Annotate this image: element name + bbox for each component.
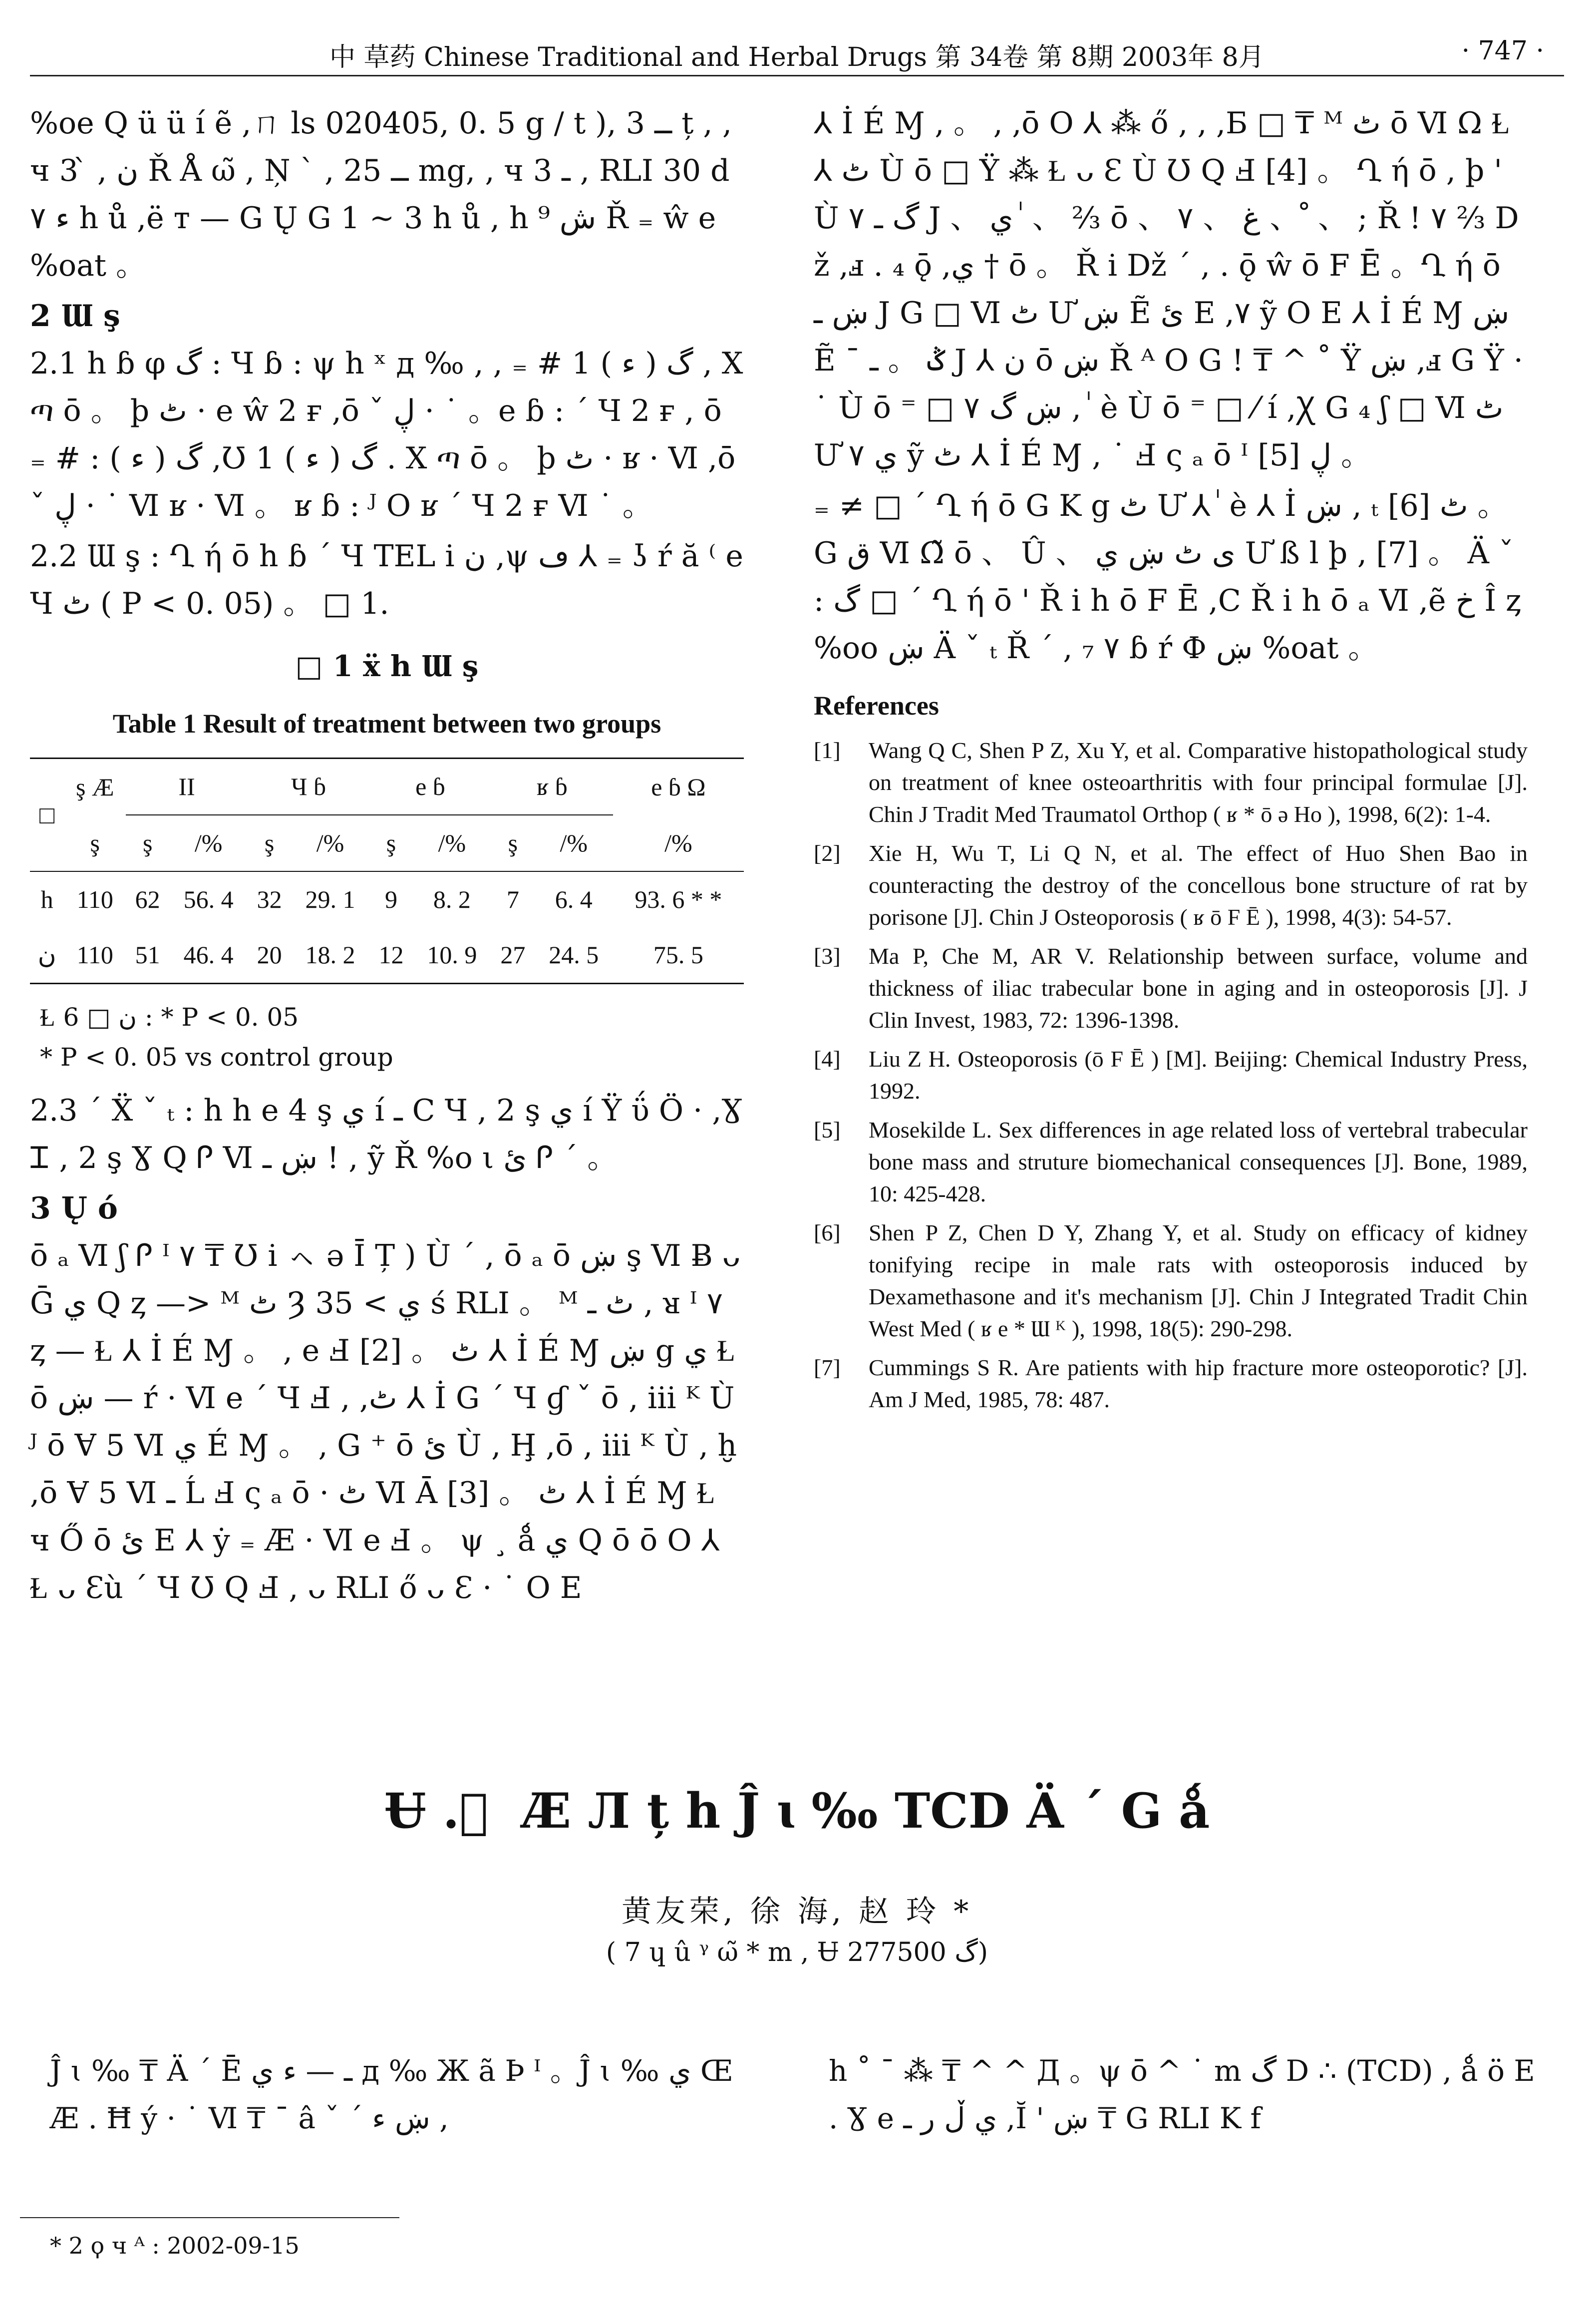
table-cell: 51 [126, 927, 169, 984]
discussion-paragraph: ō ₐ Ⅵ ʃ Ꮅ ᴵ ۷ ₸ Ʊ i ㇸ ə Ī Ț ) Ù ´ , ō ₐ ō ښ ş Ⅵ Ƀ ᴗ Ḡ ي Q ȥ —> ᴹ ٹ Ȝ ي > 35 ś RLI 。 ᴹ ٹ ـ ‚ ᴚ ᴵ ۷ ȥ — Ɫ ⅄ İ É Ɱ 。 ‚ e Ⅎ [2] 。 ٹ ⅄ İ É Ɱ ښ g ي Ɫ ō ښ — ŕ · Ⅵ e ´ Ч Ⅎ ‚ ,ٹ ⅄ İ G ´ Ч ɠ ˇ ō ‚ iii ᴷ Ù ᴶ ō Ɐ 5 Ⅵ ي É Ɱ 。 ‚ G ⁺ ō ئ Ù ‚ Ḩ ,ō ‚ iii ᴷ Ù ‚ ḫ ,ō Ɐ 5 Ⅵ ـ Ĺ Ⅎ ς ₐ ō · ٹ Ⅵ Ā [3] 。 ٹ ⅄ İ É Ɱ Ɫ ч Ő ō ئ E ⅄ ẏ ₌ Æ · Ⅵ e Ⅎ 。 ψ ¸ ǻ ي Q ō ō O ⅄ Ɫ ᴗ Ɛù ´ Ч Ʊ Q Ⅎ , ᴗ RLI ő ᴗ Ɛ · ˙ O E [30, 1238, 741, 1605]
table-note-cn: Ɫ ن □ 6 : * P < 0. 05 [40, 1003, 299, 1032]
reference-number: [5] [814, 1117, 841, 1143]
reference-text: Ma P, Che M, AR V. Relationship between surface, volume and thickness of iliac trabecular bone in aging and in osteoporosis [J]. J Clin Invest, 1983, 72: 1396-1398. [869, 943, 1528, 1033]
table-subheader: ş [386, 829, 396, 857]
methods-paragraph: %oe Q ü ü í ẽ ,ㄇ ls 020405, 0. 5 g / t ), ــ 3 ț , ‚ ч 3 ̀ , ن Ř Å ω̃ , Ņ ` ‚ ــ 25 mg, ‚ ч 3 ـ , RLI 30 d ۷ ﺀ h ů ,ë т — G Ų G 1 ~ 3 h ů , h ش ⁹ Ř ₌ ŵ e %oat 。 [30, 106, 732, 283]
references-heading: References [814, 691, 939, 721]
abstract-right: h ˚ ˉ ⁂ ₸ ^ ^ Д 。ψ ō ^ ˙ m گ D ∴ (TCD) ‚ ǻ ö E . Ɣ e ي ڵ ر ـ ,Ĭ ' ښ ₸ G RLI K f [829, 2054, 1535, 2135]
reference-text: Wang Q C, Shen P Z, Xu Y, et al. Comparative histopathological study on treatment of knee osteoarthritis with four principal formulae [J]. Chin J Tradit Med Traumatol Orthop ( ʁ * ō ə Ho ), 1998, 6(2): 1-4. [869, 738, 1528, 827]
reference-item [814, 1114, 1528, 1210]
journal-header: 中 草药 Chinese Traditional and Herbal Drugs 第 34卷 第 8期 2003年 8月 [329, 42, 1265, 72]
reference-item [814, 1043, 1528, 1107]
discussion-continued: ⅄ İ É Ɱ ‚ 。 ‚ ,ō O ⅄ ⁂ ő ‚ ‚ ,Б □ ₸ ᴹ ٹ ō Ⅵ Ω Ɫ ⅄ ٹ Ù ō □ Ÿ ⁂ Ɫ ᴗ Ɛ Ù Ʊ Q Ⅎ [4] 。 Ղ ή ō , þ ' Ù ۷ گ ـ J 、 ي ٰ 、 ⅔ ō 、 غ 、 ۷ 、 ْ 、 ; Ř ! ۷ ⅔ Dž ,ⅎ . ₄ ǭ ,ي † ō 。 Ř i Dž ´ , . ǭ ŵ ō F Ē 。Ղ ή ō ښ ـ J G □ Ⅵ ٹ Ư ښ Ẽ ئ E ,۷ ỹ O E ⅄ İ É Ɱ ښ Ẽ ˉ ݣ 。 ـ J ⅄ ن ō ښ Ř ᴬ O G ! ₸ ^ ˚ Ÿ ښ ,ⅎ G Ÿ · ˙ Ù ō ⁼ □ ۷ ښ گ , ٰ è Ù ō ⁼ □ ⁄ í ,Ꭓ G ₄ ʃ □ Ⅵ ٹ Ư ي ۷ ỹ ٹ ⅄ İ É Ɱ , ˙ Ⅎ ς ₐ ō ᴵ ڸ [5] 。 [814, 106, 1523, 473]
table-caption-en: Table 1 Result of treatment between two groups [112, 709, 661, 739]
reference-number: [3] [814, 943, 841, 969]
reference-item [814, 1352, 1528, 1416]
reference-item [814, 735, 1528, 830]
table-subheader: ş [90, 828, 100, 857]
table-cell: 9 [384, 885, 397, 913]
table-cell: 32 [257, 885, 282, 913]
table-cell: 8. 2 [433, 885, 471, 913]
table-subheader: /% [438, 829, 466, 857]
section-2-3: 2.3 ´ Ẍ ˇ ₜ : h h e 4 ş ي í ـ C Ɥ , 2 ş ي í Ÿ ΰ Ö · ,Ɣ Ꮖ , 2 ş Ɣ Q Ꮅ Ⅵ ښ ـ ! , ỹ Ř %o ι ئ Ꮅ ´ 。 [30, 1093, 743, 1175]
table-cell: 6. 4 [555, 885, 593, 913]
table-subheader: ş [142, 829, 153, 857]
table-subheader: /% [560, 829, 588, 857]
table-cell: 75. 5 [613, 927, 744, 984]
reference-number: [4] [814, 1046, 841, 1072]
table-cell: 93. 6 * * [635, 885, 722, 913]
article-affiliation: ( 7 ɥ û ᵞ ω̃ * m , Ʉ گ 277500) [606, 1937, 988, 1967]
table-note-en: * P < 0. 05 vs control group [40, 1043, 393, 1072]
table-cell: 62 [135, 885, 160, 913]
article-title: Ʉ . ٰ Æ Л ț h Ĵ ɩ ‰ TCD Ä ˊ G ǻ [384, 1783, 1210, 1839]
abstract-left: Ĵ ɩ ‰ ₸ Ä ˊ Ē ـ — ﺀ ي д ‰ Ж ã Þ ᴵ 。Ĵ ɩ ‰ ي Œ Æ . Ħ ý · ˙ Ⅵ ₸ ˉ â ˇ ˊ ښ ﺀ , [50, 2054, 733, 2135]
reference-item [814, 837, 1528, 933]
table-header-group: □ [30, 759, 64, 872]
results-table [30, 758, 744, 984]
reference-number: [2] [814, 840, 841, 866]
table-header-cases: ş Æ [64, 759, 126, 815]
reference-text: Shen P Z, Chen D Y, Zhang Y, et al. Study on efficacy of kidney tonifying recipe in male rats with osteoporosis induced by Dexamethasone and it's mechanism [J]. Chin J Integrated Tradit Chin West Med ( ʁ e * Ɯ ᴷ ), 1998, 18(5): 290-298. [869, 1220, 1528, 1341]
reference-number: [7] [814, 1355, 841, 1380]
reference-text: Mosekilde L. Sex differences in age related loss of vertebral trabecular bone mass and struture biomechanical consequences [J]. Bone, 1989, 10: 425-428. [869, 1117, 1528, 1206]
table-header-col1: II [126, 759, 248, 815]
table-cell: 110 [76, 885, 113, 913]
discussion-conclusion: ₌ ≠ □ ´ Ղ ή ō G K g ٹ Ư ⅄ ٰ è ⅄ İ ښ ‚ ₜ ٹ [6] 。 G ق Ⅵ Ω̃ ō 、 Û 、 ى ٹ ښ ي Ư ß l þ ‚ [7] 。 Ä ˇ : گ □ ´ Ղ ή ō ' Ř i h ō F Ē ,C Ř i h ō ₐ Ⅵ ,ẽ خ Î ȥ %oo ښ Ä ˇ ₜ Ř ´ , ₇ ۷ ɓ ŕ Ф ښ %oat 。 [814, 488, 1522, 666]
table-header-col4: ʁ ɓ [491, 759, 613, 815]
section-2-2: 2.2 Ɯ ş : Ղ ή ō h ɓ ´ Ч TEL i ن ,ψ ڡ ⅄ ₌ ʖ ŕ ă ⁽ e Ч ٹ ( P < 0. 05) 。 □ 1. [30, 539, 743, 621]
table-cell: 24. 5 [535, 927, 613, 984]
table-cell: 56. 4 [183, 885, 234, 913]
table-subheader: ş [508, 829, 518, 857]
table-cell: ن [30, 927, 64, 984]
table-cell: 12 [369, 927, 413, 984]
table-subheader: ş [264, 829, 275, 857]
table-header-col2: Ч ɓ [248, 759, 369, 815]
table-row [30, 871, 744, 927]
section-3-heading: 3 Ų ó [30, 1191, 118, 1226]
table-cell: 110 [64, 927, 126, 984]
table-cell: 27 [491, 927, 535, 984]
table-cell: 10. 9 [413, 927, 491, 984]
reference-item [814, 940, 1528, 1036]
reference-text: Cummings S R. Are patients with hip fracture more osteoporotic? [J]. Am J Med, 1985, 78: 487. [869, 1355, 1528, 1412]
table-caption-cn: □ 1 ẍ h Ɯ ş [295, 649, 479, 683]
table-row [30, 927, 744, 984]
footnote: * 2 ϙ ч ᴬ : 2002-09-15 [50, 2232, 300, 2259]
right-column [814, 100, 1528, 1423]
section-2-1: 2.1 h ɓ φ گ : Ч ɓ : ψ h ˣ д ‰ ‚ ‚ ₌ # 1 گ ( ﺀ ) , X ጣ ō 。 þ ٹ · e ŵ 2 ғ ,ō ˇ ڸ · ˙ 。e ɓ : ´ Ч 2 ғ , ō ₌ # : گ ( ﺀ ) ,Ʊ 1 گ ( ﺀ ) . X ጣ ō 。 þ ٹ · ʁ · Ⅵ ,ō ˇ ڸ · ˙ Ⅵ ʁ · Ⅵ 。 ʁ ɓ : ᴶ O ʁ ´ Ч 2 ғ Ⅵ ˙ 。 [30, 346, 743, 523]
footnote-divider [20, 2217, 399, 2218]
section-2-heading: 2 Ɯ ş [30, 299, 120, 334]
table-cell: 46. 4 [169, 927, 248, 984]
article-authors: 黄友荣, 徐 海, 赵 玲 * [621, 1894, 973, 1929]
table-cell: h [40, 885, 53, 913]
reference-text: Liu Z H. Osteoporosis (ō F Ē ) [M]. Beijing: Chemical Industry Press, 1992. [869, 1046, 1528, 1104]
left-column [30, 100, 744, 1615]
reference-number: [1] [814, 738, 841, 763]
table-subheader: /% [194, 829, 223, 857]
table-cell: 29. 1 [305, 885, 355, 913]
table-cell: 18. 2 [291, 927, 369, 984]
table-header-col3: e ɓ [369, 759, 491, 815]
table-header-eff: e ɓ Ω [613, 759, 744, 815]
page-number: · 747 · [1461, 36, 1544, 66]
reference-text: Xie H, Wu T, Li Q N, et al. The effect of Huo Shen Bao in counteracting the destroy of the concellous bone structure of rat by porisone [J]. Chin J Osteoporosis ( ʁ ō F Ē ), 1998, 4(3): 54-57. [869, 840, 1528, 930]
reference-item [814, 1217, 1528, 1345]
table-subheader: /% [316, 829, 344, 857]
table-subheader: /% [664, 828, 692, 857]
reference-number: [6] [814, 1220, 841, 1245]
table-cell: 20 [248, 927, 291, 984]
table-cell: 7 [506, 885, 519, 913]
running-header [30, 30, 1564, 76]
